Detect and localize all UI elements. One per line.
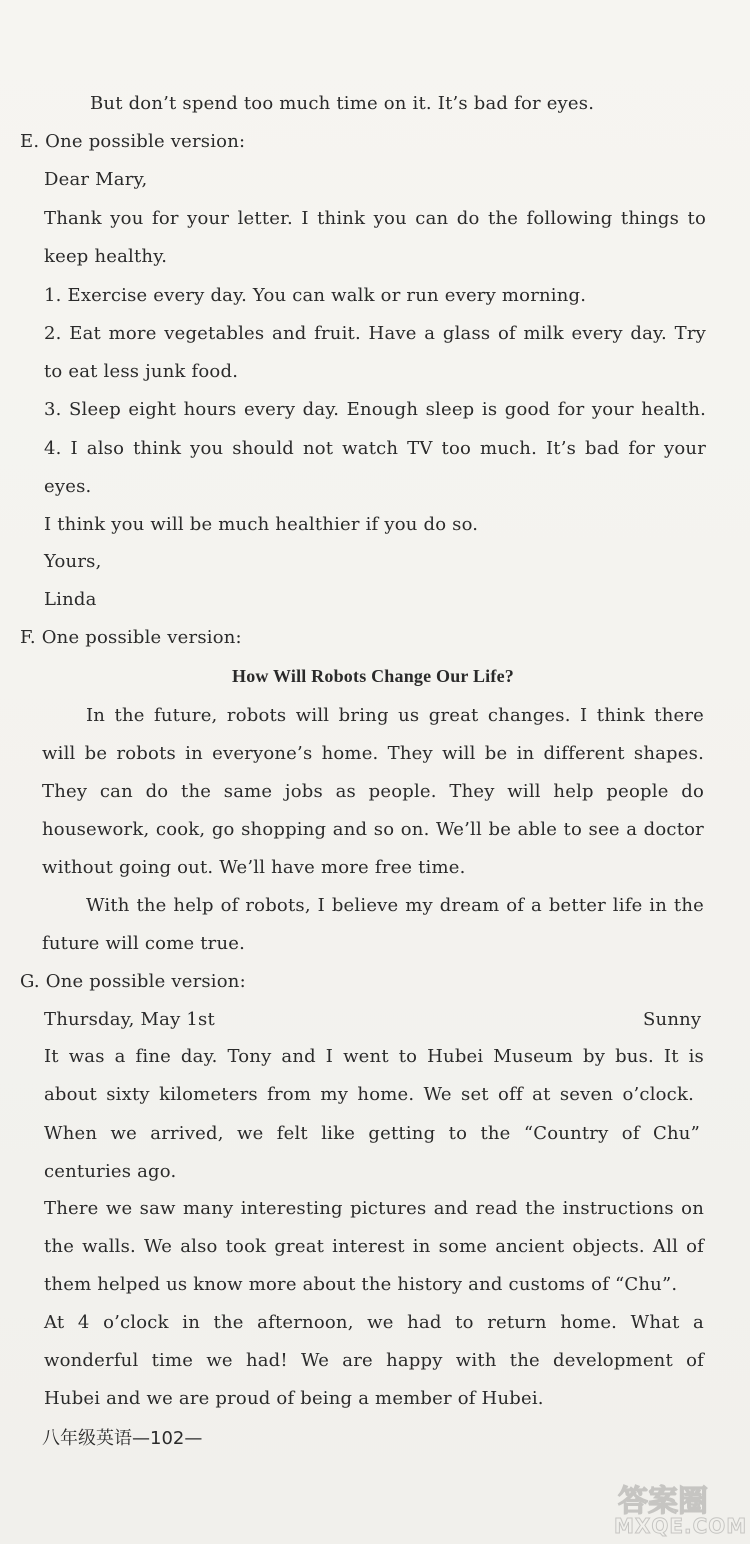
section-heading-e: E. One possible version: xyxy=(20,131,246,152)
letter-salutation: Dear Mary, xyxy=(44,169,148,190)
text-line: With the help of robots, I believe my dream of a better life in the xyxy=(86,895,704,916)
text-line: 2. Eat more vegetables and fruit. Have a glass of milk every day. Try xyxy=(44,323,706,344)
text-line: centuries ago. xyxy=(44,1161,177,1182)
section-heading-g: G. One possible version: xyxy=(20,971,246,992)
text-line: without going out. We’ll have more free time. xyxy=(42,857,466,878)
section-heading-f: F. One possible version: xyxy=(20,627,242,648)
text-line: In the future, robots will bring us great changes. I think there xyxy=(86,705,704,726)
text-line: to eat less junk food. xyxy=(44,361,239,382)
text-line: will be robots in everyone’s home. They will be in different shapes. xyxy=(42,743,704,764)
text-line: Hubei and we are proud of being a member of Hubei. xyxy=(44,1388,544,1409)
text-line: wonderful time we had! We are happy with the development of xyxy=(44,1350,704,1371)
diary-date: Thursday, May 1st xyxy=(44,1009,215,1030)
text-line: They can do the same jobs as people. They will help people do xyxy=(42,781,704,802)
letter-closing: Yours, xyxy=(44,551,102,572)
text-line: Thank you for your letter. I think you can do the following things to xyxy=(44,208,706,229)
letter-signature: Linda xyxy=(44,589,97,610)
text-line: them helped us know more about the history and customs of “Chu”. xyxy=(44,1274,678,1295)
text-line: eyes. xyxy=(44,476,92,497)
text-line: 4. I also think you should not watch TV too much. It’s bad for your xyxy=(44,438,706,459)
text-line: When we arrived, we felt like getting to the “Country of Chu” xyxy=(44,1123,700,1144)
diary-weather: Sunny xyxy=(643,1009,702,1030)
text-line: But don’t spend too much time on it. It’s bad for eyes. xyxy=(90,93,595,114)
watermark-logo-text: 答案圈 xyxy=(618,1484,708,1519)
page-footer: 八年级英语—102— xyxy=(42,1428,203,1449)
essay-title: How Will Robots Change Our Life? xyxy=(232,666,514,686)
text-line: future will come true. xyxy=(42,933,246,954)
text-line: keep healthy. xyxy=(44,246,168,267)
text-line: housework, cook, go shopping and so on. We’ll be able to see a doctor xyxy=(42,819,704,840)
site-watermark xyxy=(610,1470,748,1540)
text-line: 3. Sleep eight hours every day. Enough sleep is good for your health. xyxy=(44,399,706,420)
text-line: about sixty kilometers from my home. We set off at seven o’clock. xyxy=(44,1084,694,1105)
watermark-url: MXQE.COM xyxy=(614,1514,748,1538)
text-line: There we saw many interesting pictures and read the instructions on xyxy=(44,1198,704,1219)
text-line: At 4 o’clock in the afternoon, we had to return home. What a xyxy=(44,1312,704,1333)
text-line: the walls. We also took great interest in some ancient objects. All of xyxy=(44,1236,704,1257)
text-line: It was a fine day. Tony and I went to Hubei Museum by bus. It is xyxy=(44,1046,704,1067)
text-line: I think you will be much healthier if you do so. xyxy=(44,514,479,535)
text-line: 1. Exercise every day. You can walk or run every morning. xyxy=(44,285,587,306)
